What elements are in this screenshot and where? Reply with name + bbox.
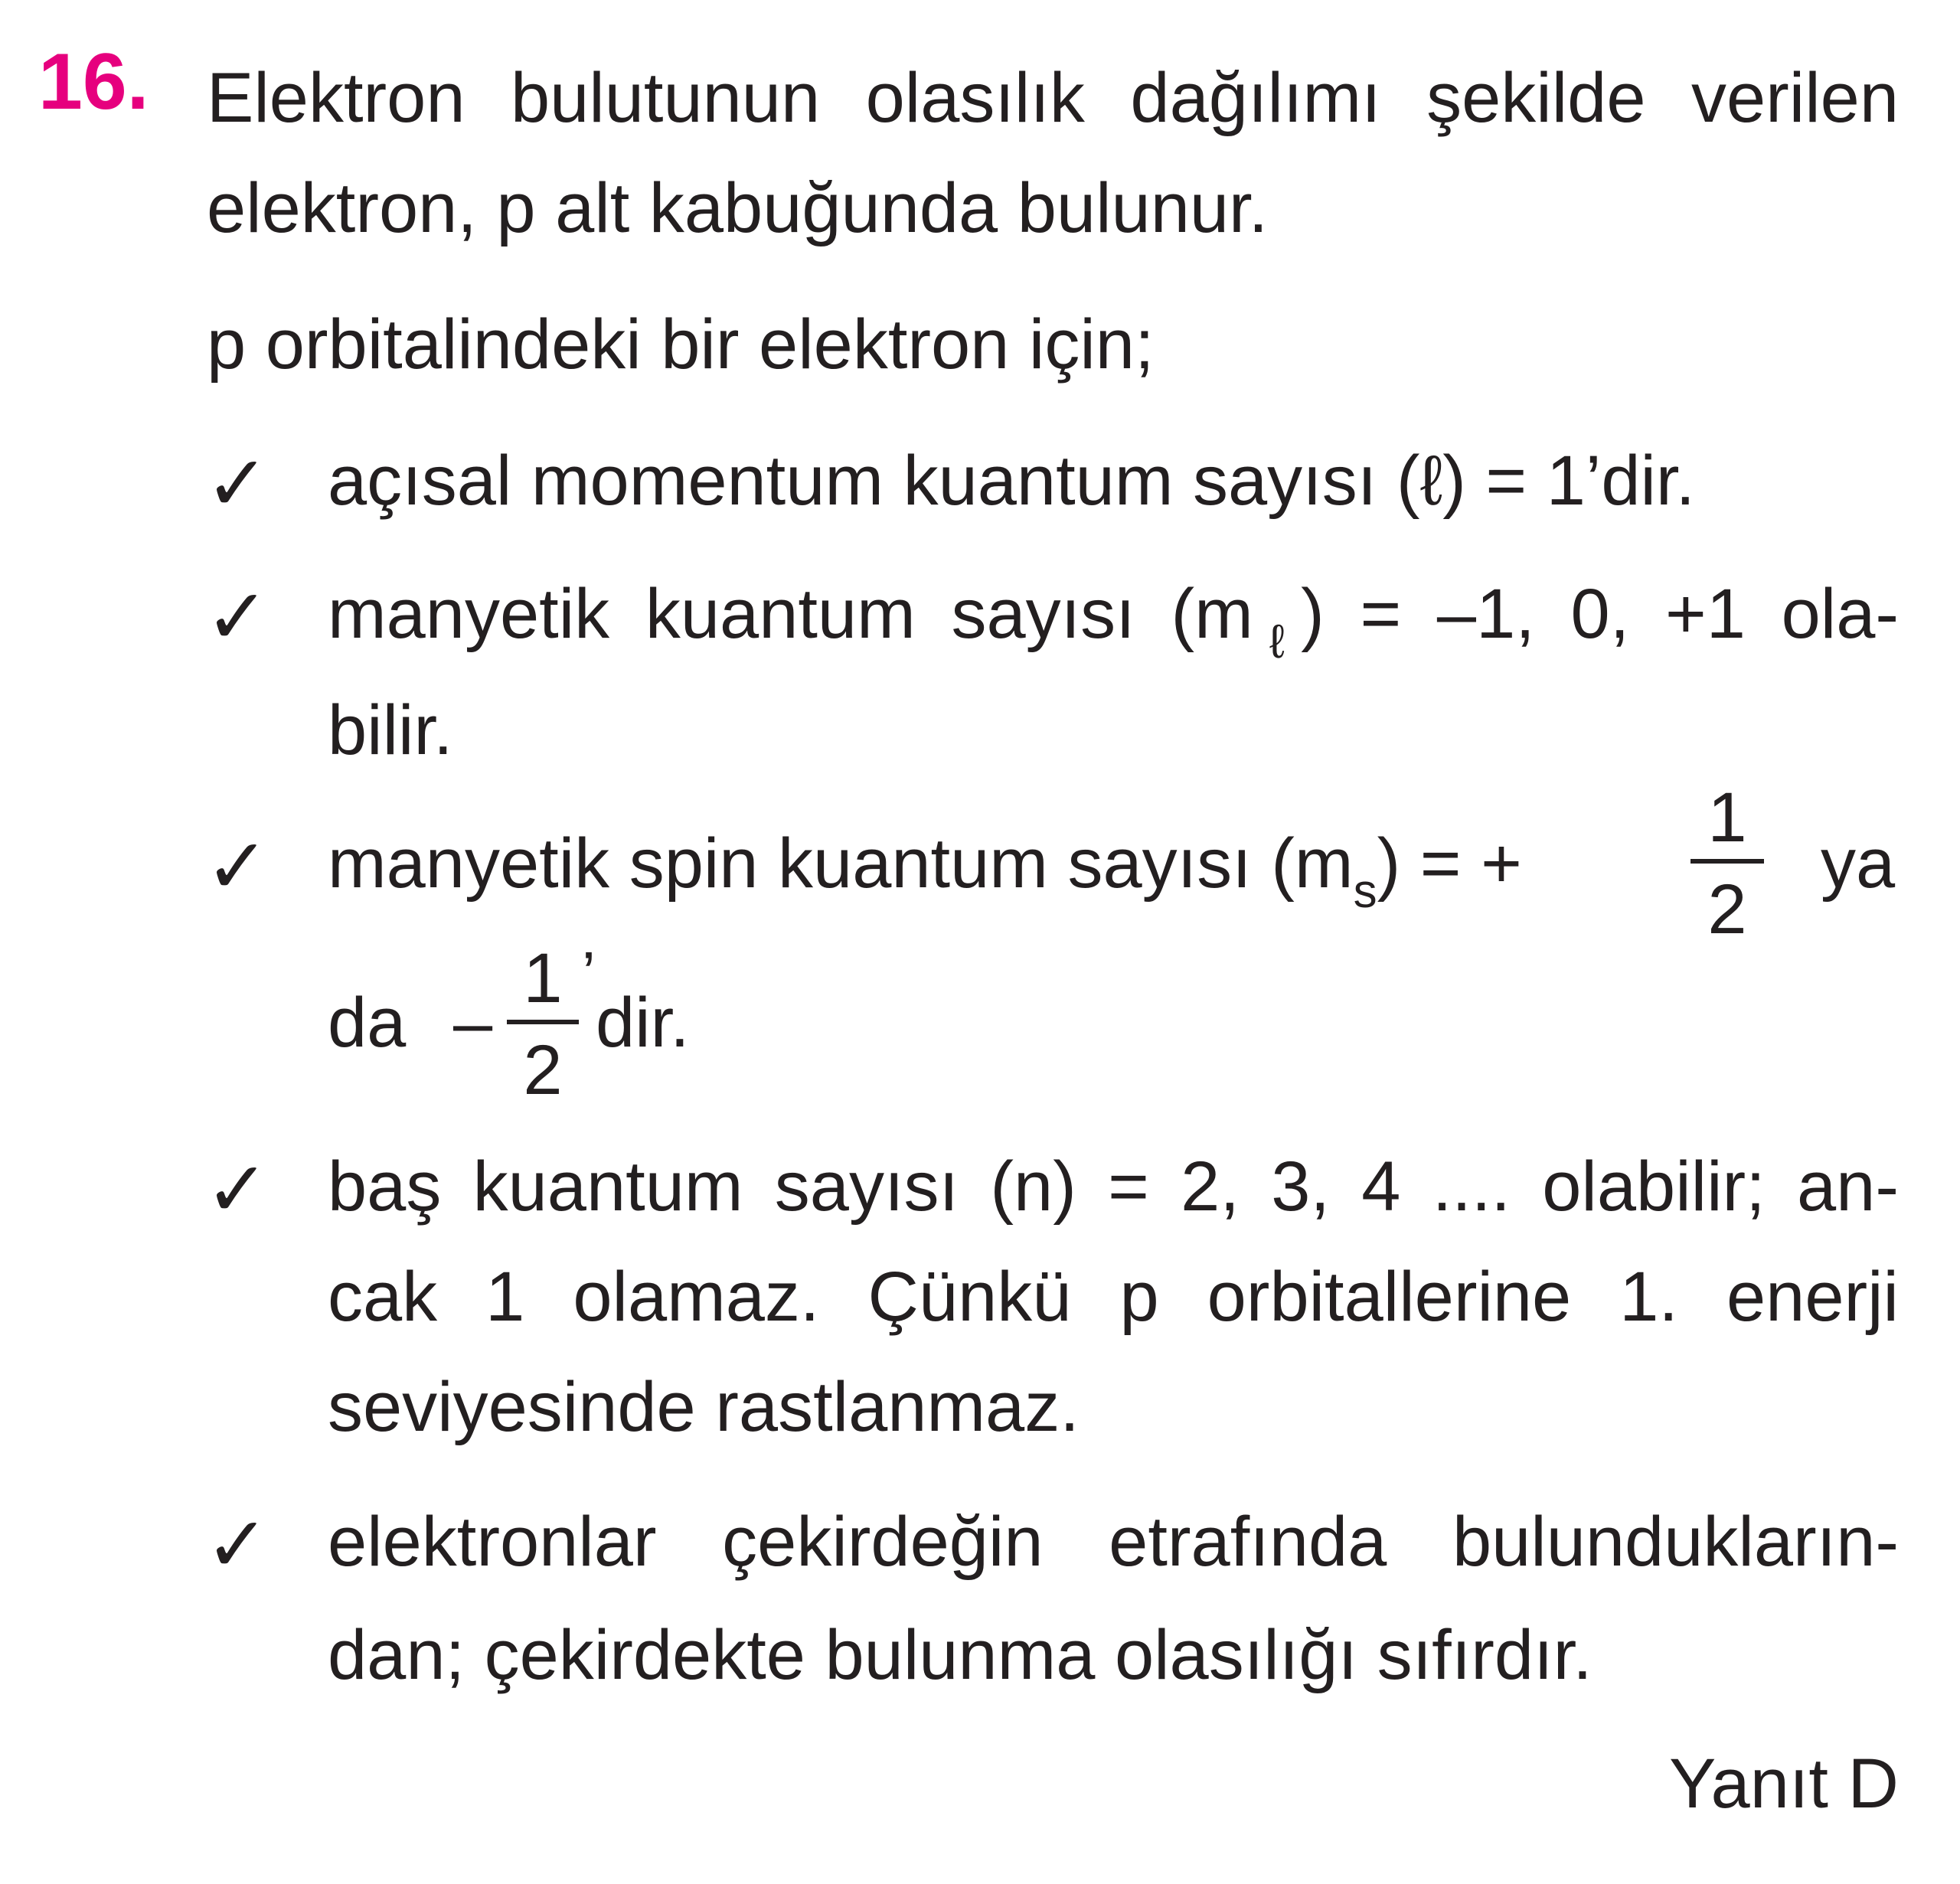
item-4-line-2: cak 1 olamaz. Çünkü p orbitallerine 1. enerji <box>328 1258 1899 1336</box>
apostrophe: ’ <box>582 939 596 1007</box>
check-mark-icon: ✓ <box>205 439 270 528</box>
fraction-bar <box>507 1020 579 1024</box>
item-3-line-2-suffix: dir. <box>596 984 690 1062</box>
item-3-text-b: ) = + <box>1377 824 1522 903</box>
lead-text: p orbitalindeki bir elektron için; <box>207 305 1155 384</box>
item-1-text: açısal momentum kuantum sayısı (ℓ) = 1’dir. <box>328 442 1696 520</box>
item-3-text-a: manyetik spin kuantum sayısı (m <box>328 824 1354 903</box>
minus-sign: – <box>453 984 493 1062</box>
intro-line-2: elektron, p alt kabuğunda bulunur. <box>207 169 1269 247</box>
item-3-tail: ya <box>1821 824 1896 903</box>
answer-label: Yanıt D <box>1669 1745 1899 1823</box>
check-mark-icon: ✓ <box>205 821 270 911</box>
item-4-line-3: seviyesinde rastlanmaz. <box>328 1368 1080 1446</box>
fraction-plus-half <box>1690 779 1764 949</box>
question-number: 16. <box>38 38 149 126</box>
item-5-line-2: dan; çekirdekte bulunma olasılığı sıfırdır. <box>328 1616 1592 1694</box>
check-mark-icon: ✓ <box>205 1144 270 1234</box>
fraction-numerator: 1 <box>1707 779 1747 857</box>
item-3-line-2-prefix: da <box>328 984 407 1062</box>
item-2-line-2: bilir. <box>328 691 453 769</box>
item-2-text-a: manyetik kuantum sayısı (m <box>328 575 1253 653</box>
fraction-denominator: 2 <box>523 1031 563 1109</box>
fraction-bar <box>1690 859 1764 864</box>
intro-line-1: Elektron bulutunun olasılık dağılımı şekilde verilen <box>207 59 1899 137</box>
fraction-denominator: 2 <box>1707 870 1747 949</box>
item-3-line-1 <box>328 824 1522 918</box>
check-mark-icon: ✓ <box>205 572 270 661</box>
check-mark-icon: ✓ <box>205 1500 270 1589</box>
item-2-text-b: ) = –1, 0, +1 ola- <box>1301 575 1899 653</box>
item-3-subscript: s <box>1353 865 1377 918</box>
fraction-minus-half <box>507 939 579 1109</box>
item-4-line-1: baş kuantum sayısı (n) = 2, 3, 4 .... olabilir; an- <box>328 1148 1899 1226</box>
fraction-numerator: 1 <box>523 939 563 1017</box>
item-2-line-1 <box>328 575 1899 668</box>
item-5-line-1: elektronlar çekirdeğin etrafında bulundukların- <box>328 1503 1899 1581</box>
item-2-subscript: ℓ <box>1253 615 1302 668</box>
